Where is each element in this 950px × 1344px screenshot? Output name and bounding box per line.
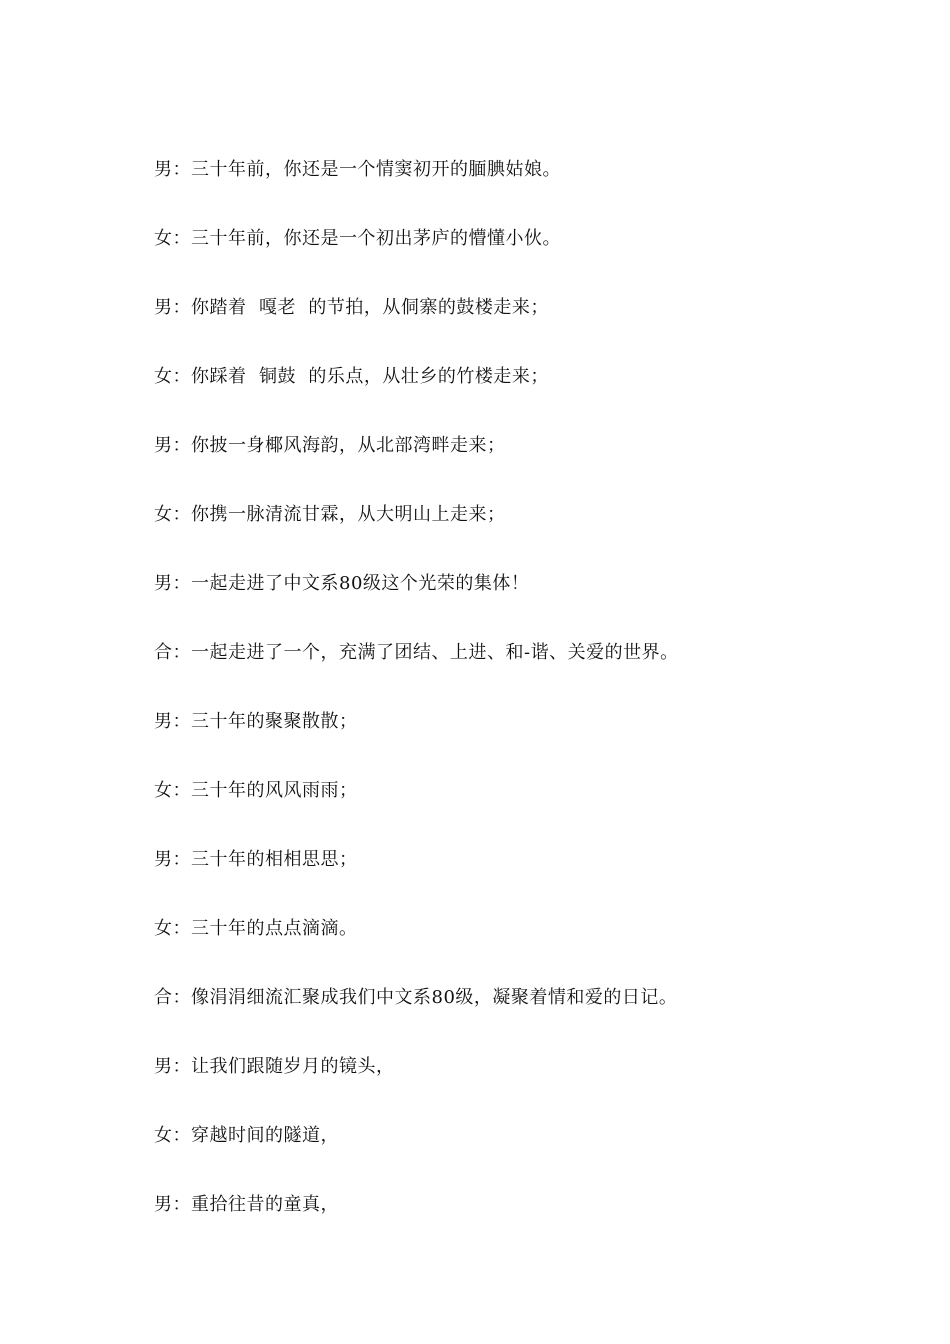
script-line: 男：你踏着 嘎老 的节拍，从侗寨的鼓楼走来； [154, 297, 549, 318]
script-line: 女：三十年的风风雨雨； [154, 780, 358, 801]
script-line: 男：三十年前，你还是一个情窦初开的腼腆姑娘。 [154, 159, 561, 180]
script-line: 合：一起走进了一个，充满了团结、上进、和-谐、关爱的世界。 [154, 642, 679, 663]
script-line: 男：让我们跟随岁月的镜头， [154, 1056, 395, 1077]
script-line: 合：像涓涓细流汇聚成我们中文系80级，凝聚着情和爱的日记。 [154, 987, 678, 1008]
script-line: 女：你携一脉清流甘霖，从大明山上走来； [154, 504, 506, 525]
script-line: 男：你披一身椰风海韵，从北部湾畔走来； [154, 435, 506, 456]
script-line: 女：你踩着 铜鼓 的乐点，从壮乡的竹楼走来； [154, 366, 549, 387]
script-line: 女：三十年的点点滴滴。 [154, 918, 358, 939]
script-lines [154, 156, 874, 1260]
script-line: 女：穿越时间的隧道， [154, 1125, 339, 1146]
script-line: 男：三十年的相相思思； [154, 849, 358, 870]
script-line: 男：三十年的聚聚散散； [154, 711, 358, 732]
script-line: 女：三十年前，你还是一个初出茅庐的懵懂小伙。 [154, 228, 561, 249]
script-line: 男：一起走进了中文系80级这个光荣的集体！ [154, 573, 530, 594]
script-line: 男：重拾往昔的童真， [154, 1194, 339, 1215]
